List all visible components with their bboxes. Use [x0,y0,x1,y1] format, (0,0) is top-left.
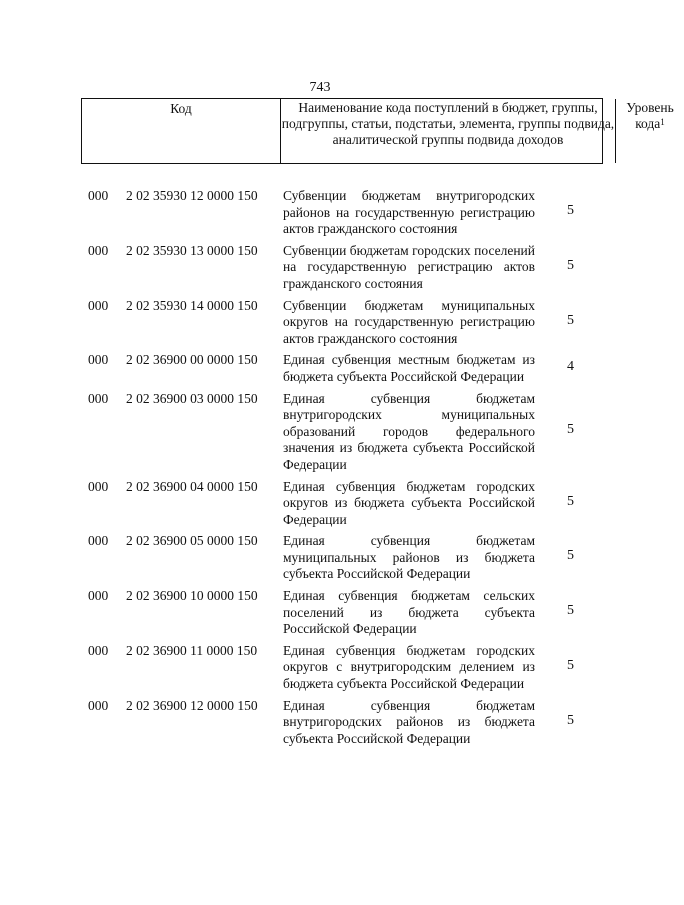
row-code: 2 02 36900 04 0000 150 [126,478,258,494]
row-level: 5 [567,203,574,219]
table-row [88,185,588,238]
row-level: 5 [567,257,574,273]
row-code: 2 02 36900 03 0000 150 [126,390,258,406]
row-name: Единая субвенция бюджетам сельских поселений из бюджета субъекта Российской Федерации [283,588,535,637]
row-prefix: 000 [88,390,109,406]
row-prefix: 000 [88,697,109,713]
row-code: 2 02 36900 05 0000 150 [126,533,258,549]
page-number: 743 [309,80,331,95]
row-level: 5 [567,493,574,509]
row-name: Субвенции бюджетам муниципальных округов на государственную регистрацию актов гражданского состояния [283,297,535,346]
row-prefix: 000 [88,588,109,604]
row-level: 5 [567,312,574,328]
row-code: 2 02 35930 14 0000 150 [126,297,258,313]
table-row [88,240,588,293]
row-prefix: 000 [88,242,109,258]
header-level-footnote: 1 [660,117,665,127]
row-name: Субвенции бюджетам городских поселений на государственную регистрацию актов гражданского состояния [283,242,535,291]
row-name: Субвенции бюджетам внутригородских районов на государственную регистрацию актов гражданского состояния [283,188,535,237]
row-name: Единая субвенция местным бюджетам из бюджета субъекта Российской Федерации [283,352,535,384]
row-code: 2 02 35930 12 0000 150 [126,188,258,203]
row-code: 2 02 36900 12 0000 150 [126,697,258,713]
header-level [616,99,684,132]
table-row [88,295,588,348]
row-level: 5 [567,548,574,564]
row-name: Единая субвенция бюджетам муниципальных районов из бюджета субъекта Российской Федерации [283,533,535,582]
row-prefix: 000 [88,352,109,368]
row-code: 2 02 36900 10 0000 150 [126,588,258,604]
header-name: Наименование кода поступлений в бюджет, группы, подгруппы, статьи, подстатьи, элемента, группы подвида, аналитической группы подвида доходов [280,99,616,163]
table-row [88,640,588,693]
table-row [88,585,588,638]
row-level: 5 [567,603,574,619]
row-prefix: 000 [88,533,109,549]
table-row [88,349,588,385]
row-name: Единая субвенция бюджетам городских округов из бюджета субъекта Российской Федерации [283,478,535,527]
row-code: 2 02 36900 11 0000 150 [126,642,258,658]
table-row [88,695,588,748]
header-code: Код [170,101,192,116]
row-level: 5 [567,422,574,438]
row-prefix: 000 [88,478,109,494]
row-code: 2 02 36900 00 0000 150 [126,352,258,368]
row-name: Единая субвенция бюджетам внутригородских районов из бюджета субъекта Российской Федерации [283,697,535,746]
table-header [81,98,674,164]
row-level: 5 [567,712,574,728]
table-row [88,530,588,583]
table-row [88,388,588,474]
row-name: Единая субвенция бюджетам внутригородских муниципальных образований городов федерального значения из бюджета субъекта Российской Федерации [283,390,535,472]
row-prefix: 000 [88,297,109,313]
row-level: 5 [567,657,574,673]
header-level-label: Уровень кода [626,100,674,131]
table-body [88,185,588,749]
row-prefix: 000 [88,188,109,203]
table-row [88,476,588,529]
row-level: 4 [567,359,574,375]
row-name: Единая субвенция бюджетам городских округов с внутригородским делением из бюджета субъекта Российской Федерации [283,642,535,692]
row-code: 2 02 35930 13 0000 150 [126,242,258,258]
row-prefix: 000 [88,642,109,658]
